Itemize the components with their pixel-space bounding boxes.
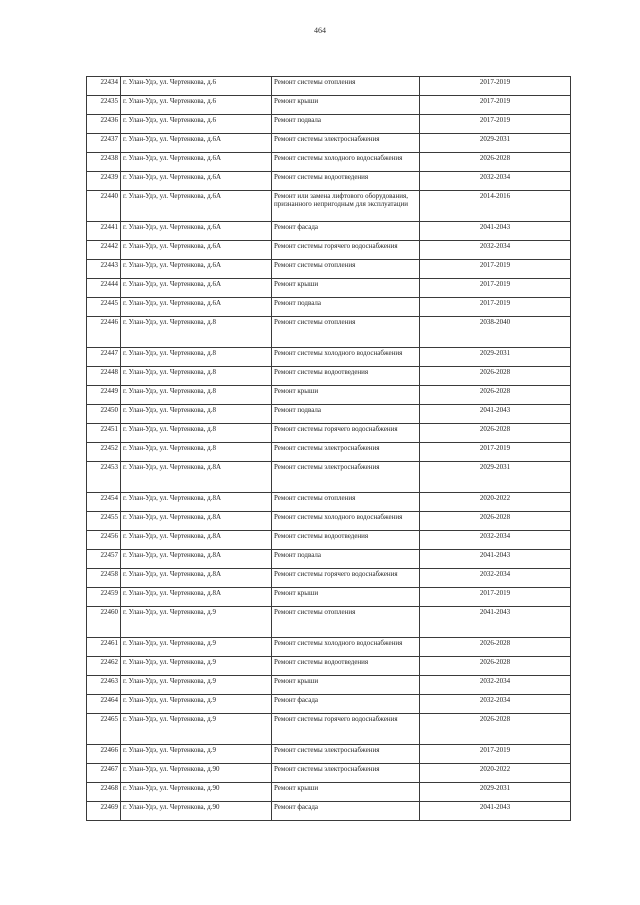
- table-row: [87, 348, 571, 367]
- row-work-type: Ремонт системы холодного водоснабжения: [272, 512, 420, 531]
- row-number: 22455: [87, 512, 121, 531]
- row-period: 2017-2019: [420, 115, 571, 134]
- row-work-type: Ремонт системы горячего водоснабжения: [272, 714, 420, 745]
- row-work-type: Ремонт системы водоотведения: [272, 657, 420, 676]
- row-number: 22436: [87, 115, 121, 134]
- row-address: г. Улан-Удэ, ул. Чертенкова, д.8: [121, 443, 272, 462]
- table-row: [87, 134, 571, 153]
- row-work-type: Ремонт крыши: [272, 279, 420, 298]
- row-address: г. Улан-Удэ, ул. Чертенкова, д.9: [121, 745, 272, 764]
- table-row: [87, 695, 571, 714]
- row-work-type: Ремонт системы электроснабжения: [272, 764, 420, 783]
- row-number: 22440: [87, 191, 121, 222]
- row-work-type: Ремонт крыши: [272, 386, 420, 405]
- row-period: 2017-2019: [420, 260, 571, 279]
- row-work-type: Ремонт системы отопления: [272, 317, 420, 348]
- row-number: 22437: [87, 134, 121, 153]
- row-work-type: Ремонт системы отопления: [272, 607, 420, 638]
- row-address: г. Улан-Удэ, ул. Чертенкова, д.6: [121, 115, 272, 134]
- row-period: 2041-2043: [420, 607, 571, 638]
- row-period: 2020-2022: [420, 493, 571, 512]
- row-period: 2029-2031: [420, 462, 571, 493]
- row-number: 22448: [87, 367, 121, 386]
- row-period: 2026-2028: [420, 638, 571, 657]
- row-number: 22469: [87, 802, 121, 821]
- row-number: 22463: [87, 676, 121, 695]
- row-address: г. Улан-Удэ, ул. Чертенкова, д.8: [121, 317, 272, 348]
- row-address: г. Улан-Удэ, ул. Чертенкова, д.6А: [121, 172, 272, 191]
- row-address: г. Улан-Удэ, ул. Чертенкова, д.6: [121, 77, 272, 96]
- row-work-type: Ремонт системы горячего водоснабжения: [272, 569, 420, 588]
- row-address: г. Улан-Удэ, ул. Чертенкова, д.6А: [121, 260, 272, 279]
- row-period: 2017-2019: [420, 96, 571, 115]
- table-row: [87, 493, 571, 512]
- repair-schedule-table: [86, 76, 571, 821]
- row-period: 2041-2043: [420, 550, 571, 569]
- row-work-type: Ремонт системы отопления: [272, 77, 420, 96]
- row-number: 22435: [87, 96, 121, 115]
- row-period: 2038-2040: [420, 317, 571, 348]
- row-period: 2032-2034: [420, 172, 571, 191]
- row-work-type: Ремонт крыши: [272, 96, 420, 115]
- table-row: [87, 172, 571, 191]
- table-row: [87, 607, 571, 638]
- row-work-type: Ремонт системы отопления: [272, 260, 420, 279]
- table-row: [87, 222, 571, 241]
- row-address: г. Улан-Удэ, ул. Чертенкова, д.8: [121, 348, 272, 367]
- row-address: г. Улан-Удэ, ул. Чертенкова, д.6А: [121, 191, 272, 222]
- table-row: [87, 405, 571, 424]
- table-row: [87, 260, 571, 279]
- row-period: 2029-2031: [420, 783, 571, 802]
- table-row: [87, 115, 571, 134]
- row-number: 22438: [87, 153, 121, 172]
- row-number: 22451: [87, 424, 121, 443]
- row-number: 22458: [87, 569, 121, 588]
- row-number: 22456: [87, 531, 121, 550]
- table-row: [87, 764, 571, 783]
- row-period: 2026-2028: [420, 424, 571, 443]
- row-address: г. Улан-Удэ, ул. Чертенкова, д.8: [121, 386, 272, 405]
- row-work-type: Ремонт системы электроснабжения: [272, 443, 420, 462]
- row-period: 2032-2034: [420, 241, 571, 260]
- row-work-type: Ремонт системы водоотведения: [272, 531, 420, 550]
- table-row: [87, 279, 571, 298]
- row-address: г. Улан-Удэ, ул. Чертенкова, д.8А: [121, 550, 272, 569]
- row-period: 2026-2028: [420, 657, 571, 676]
- row-number: 22446: [87, 317, 121, 348]
- table-row: [87, 657, 571, 676]
- table-row: [87, 783, 571, 802]
- row-work-type: Ремонт системы водоотведения: [272, 367, 420, 386]
- table-row: [87, 550, 571, 569]
- table-row: [87, 153, 571, 172]
- table-row: [87, 96, 571, 115]
- row-address: г. Улан-Удэ, ул. Чертенкова, д.9: [121, 607, 272, 638]
- row-period: 2026-2028: [420, 153, 571, 172]
- row-number: 22461: [87, 638, 121, 657]
- row-work-type: Ремонт фасада: [272, 695, 420, 714]
- row-number: 22434: [87, 77, 121, 96]
- row-period: 2041-2043: [420, 405, 571, 424]
- row-period: 2017-2019: [420, 279, 571, 298]
- row-period: 2026-2028: [420, 386, 571, 405]
- row-address: г. Улан-Удэ, ул. Чертенкова, д.90: [121, 802, 272, 821]
- row-work-type: Ремонт крыши: [272, 783, 420, 802]
- table-row: [87, 714, 571, 745]
- row-number: 22443: [87, 260, 121, 279]
- table-row: [87, 317, 571, 348]
- row-period: 2032-2034: [420, 676, 571, 695]
- row-address: г. Улан-Удэ, ул. Чертенкова, д.90: [121, 764, 272, 783]
- row-work-type: Ремонт фасада: [272, 222, 420, 241]
- row-number: 22450: [87, 405, 121, 424]
- row-period: 2020-2022: [420, 764, 571, 783]
- row-work-type: Ремонт подвала: [272, 298, 420, 317]
- row-address: г. Улан-Удэ, ул. Чертенкова, д.8: [121, 405, 272, 424]
- row-period: 2029-2031: [420, 134, 571, 153]
- row-address: г. Улан-Удэ, ул. Чертенкова, д.8: [121, 367, 272, 386]
- row-period: 2017-2019: [420, 77, 571, 96]
- row-work-type: Ремонт подвала: [272, 115, 420, 134]
- table-row: [87, 745, 571, 764]
- row-address: г. Улан-Удэ, ул. Чертенкова, д.6А: [121, 134, 272, 153]
- row-period: 2017-2019: [420, 443, 571, 462]
- row-number: 22453: [87, 462, 121, 493]
- table-body: [87, 77, 571, 821]
- row-number: 22460: [87, 607, 121, 638]
- table-row: [87, 588, 571, 607]
- row-address: г. Улан-Удэ, ул. Чертенкова, д.8А: [121, 493, 272, 512]
- row-period: 2032-2034: [420, 569, 571, 588]
- row-work-type: Ремонт системы холодного водоснабжения: [272, 348, 420, 367]
- row-work-type: Ремонт крыши: [272, 588, 420, 607]
- row-work-type: Ремонт системы горячего водоснабжения: [272, 424, 420, 443]
- row-period: 2029-2031: [420, 348, 571, 367]
- table-row: [87, 443, 571, 462]
- table-row: [87, 531, 571, 550]
- row-number: 22468: [87, 783, 121, 802]
- row-address: г. Улан-Удэ, ул. Чертенкова, д.6А: [121, 279, 272, 298]
- row-number: 22457: [87, 550, 121, 569]
- row-address: г. Улан-Удэ, ул. Чертенкова, д.8А: [121, 588, 272, 607]
- row-number: 22467: [87, 764, 121, 783]
- table-row: [87, 802, 571, 821]
- row-number: 22465: [87, 714, 121, 745]
- row-period: 2017-2019: [420, 298, 571, 317]
- table-row: [87, 638, 571, 657]
- row-number: 22444: [87, 279, 121, 298]
- row-number: 22441: [87, 222, 121, 241]
- row-work-type: Ремонт системы горячего водоснабжения: [272, 241, 420, 260]
- table-row: [87, 386, 571, 405]
- row-work-type: Ремонт системы электроснабжения: [272, 134, 420, 153]
- page-number: 464: [314, 26, 326, 35]
- row-number: 22454: [87, 493, 121, 512]
- row-work-type: Ремонт подвала: [272, 550, 420, 569]
- row-address: г. Улан-Удэ, ул. Чертенкова, д.8А: [121, 531, 272, 550]
- row-work-type: Ремонт системы электроснабжения: [272, 745, 420, 764]
- row-period: 2026-2028: [420, 714, 571, 745]
- table-row: [87, 77, 571, 96]
- row-period: 2032-2034: [420, 695, 571, 714]
- row-address: г. Улан-Удэ, ул. Чертенкова, д.9: [121, 676, 272, 695]
- row-period: 2026-2028: [420, 367, 571, 386]
- row-address: г. Улан-Удэ, ул. Чертенкова, д.8А: [121, 512, 272, 531]
- row-address: г. Улан-Удэ, ул. Чертенкова, д.9: [121, 638, 272, 657]
- row-address: г. Улан-Удэ, ул. Чертенкова, д.6А: [121, 241, 272, 260]
- row-number: 22452: [87, 443, 121, 462]
- row-number: 22447: [87, 348, 121, 367]
- row-number: 22439: [87, 172, 121, 191]
- row-number: 22462: [87, 657, 121, 676]
- row-address: г. Улан-Удэ, ул. Чертенкова, д.6А: [121, 153, 272, 172]
- row-period: 2017-2019: [420, 588, 571, 607]
- row-period: 2014-2016: [420, 191, 571, 222]
- row-number: 22449: [87, 386, 121, 405]
- row-address: г. Улан-Удэ, ул. Чертенкова, д.8А: [121, 462, 272, 493]
- row-work-type: Ремонт подвала: [272, 405, 420, 424]
- row-work-type: Ремонт крыши: [272, 676, 420, 695]
- row-number: 22445: [87, 298, 121, 317]
- table-row: [87, 569, 571, 588]
- table-row: [87, 462, 571, 493]
- row-address: г. Улан-Удэ, ул. Чертенкова, д.6А: [121, 298, 272, 317]
- row-number: 22459: [87, 588, 121, 607]
- row-address: г. Улан-Удэ, ул. Чертенкова, д.9: [121, 657, 272, 676]
- row-work-type: Ремонт или замена лифтового оборудования, признанного непригодным для эксплуатации: [272, 191, 420, 222]
- row-address: г. Улан-Удэ, ул. Чертенкова, д.8: [121, 424, 272, 443]
- table-row: [87, 191, 571, 222]
- row-address: г. Улан-Удэ, ул. Чертенкова, д.6А: [121, 222, 272, 241]
- row-work-type: Ремонт системы электроснабжения: [272, 462, 420, 493]
- row-work-type: Ремонт системы холодного водоснабжения: [272, 638, 420, 657]
- table-row: [87, 424, 571, 443]
- row-period: 2041-2043: [420, 222, 571, 241]
- row-address: г. Улан-Удэ, ул. Чертенкова, д.8А: [121, 569, 272, 588]
- table-row: [87, 241, 571, 260]
- row-period: 2026-2028: [420, 512, 571, 531]
- table-row: [87, 676, 571, 695]
- row-period: 2032-2034: [420, 531, 571, 550]
- row-period: 2041-2043: [420, 802, 571, 821]
- row-address: г. Улан-Удэ, ул. Чертенкова, д.90: [121, 783, 272, 802]
- row-number: 22466: [87, 745, 121, 764]
- row-period: 2017-2019: [420, 745, 571, 764]
- row-work-type: Ремонт системы отопления: [272, 493, 420, 512]
- table-row: [87, 367, 571, 386]
- row-address: г. Улан-Удэ, ул. Чертенкова, д.9: [121, 695, 272, 714]
- row-number: 22442: [87, 241, 121, 260]
- row-address: г. Улан-Удэ, ул. Чертенкова, д.9: [121, 714, 272, 745]
- table-row: [87, 512, 571, 531]
- row-work-type: Ремонт системы холодного водоснабжения: [272, 153, 420, 172]
- row-work-type: Ремонт фасада: [272, 802, 420, 821]
- row-work-type: Ремонт системы водоотведения: [272, 172, 420, 191]
- table-row: [87, 298, 571, 317]
- row-number: 22464: [87, 695, 121, 714]
- row-address: г. Улан-Удэ, ул. Чертенкова, д.6: [121, 96, 272, 115]
